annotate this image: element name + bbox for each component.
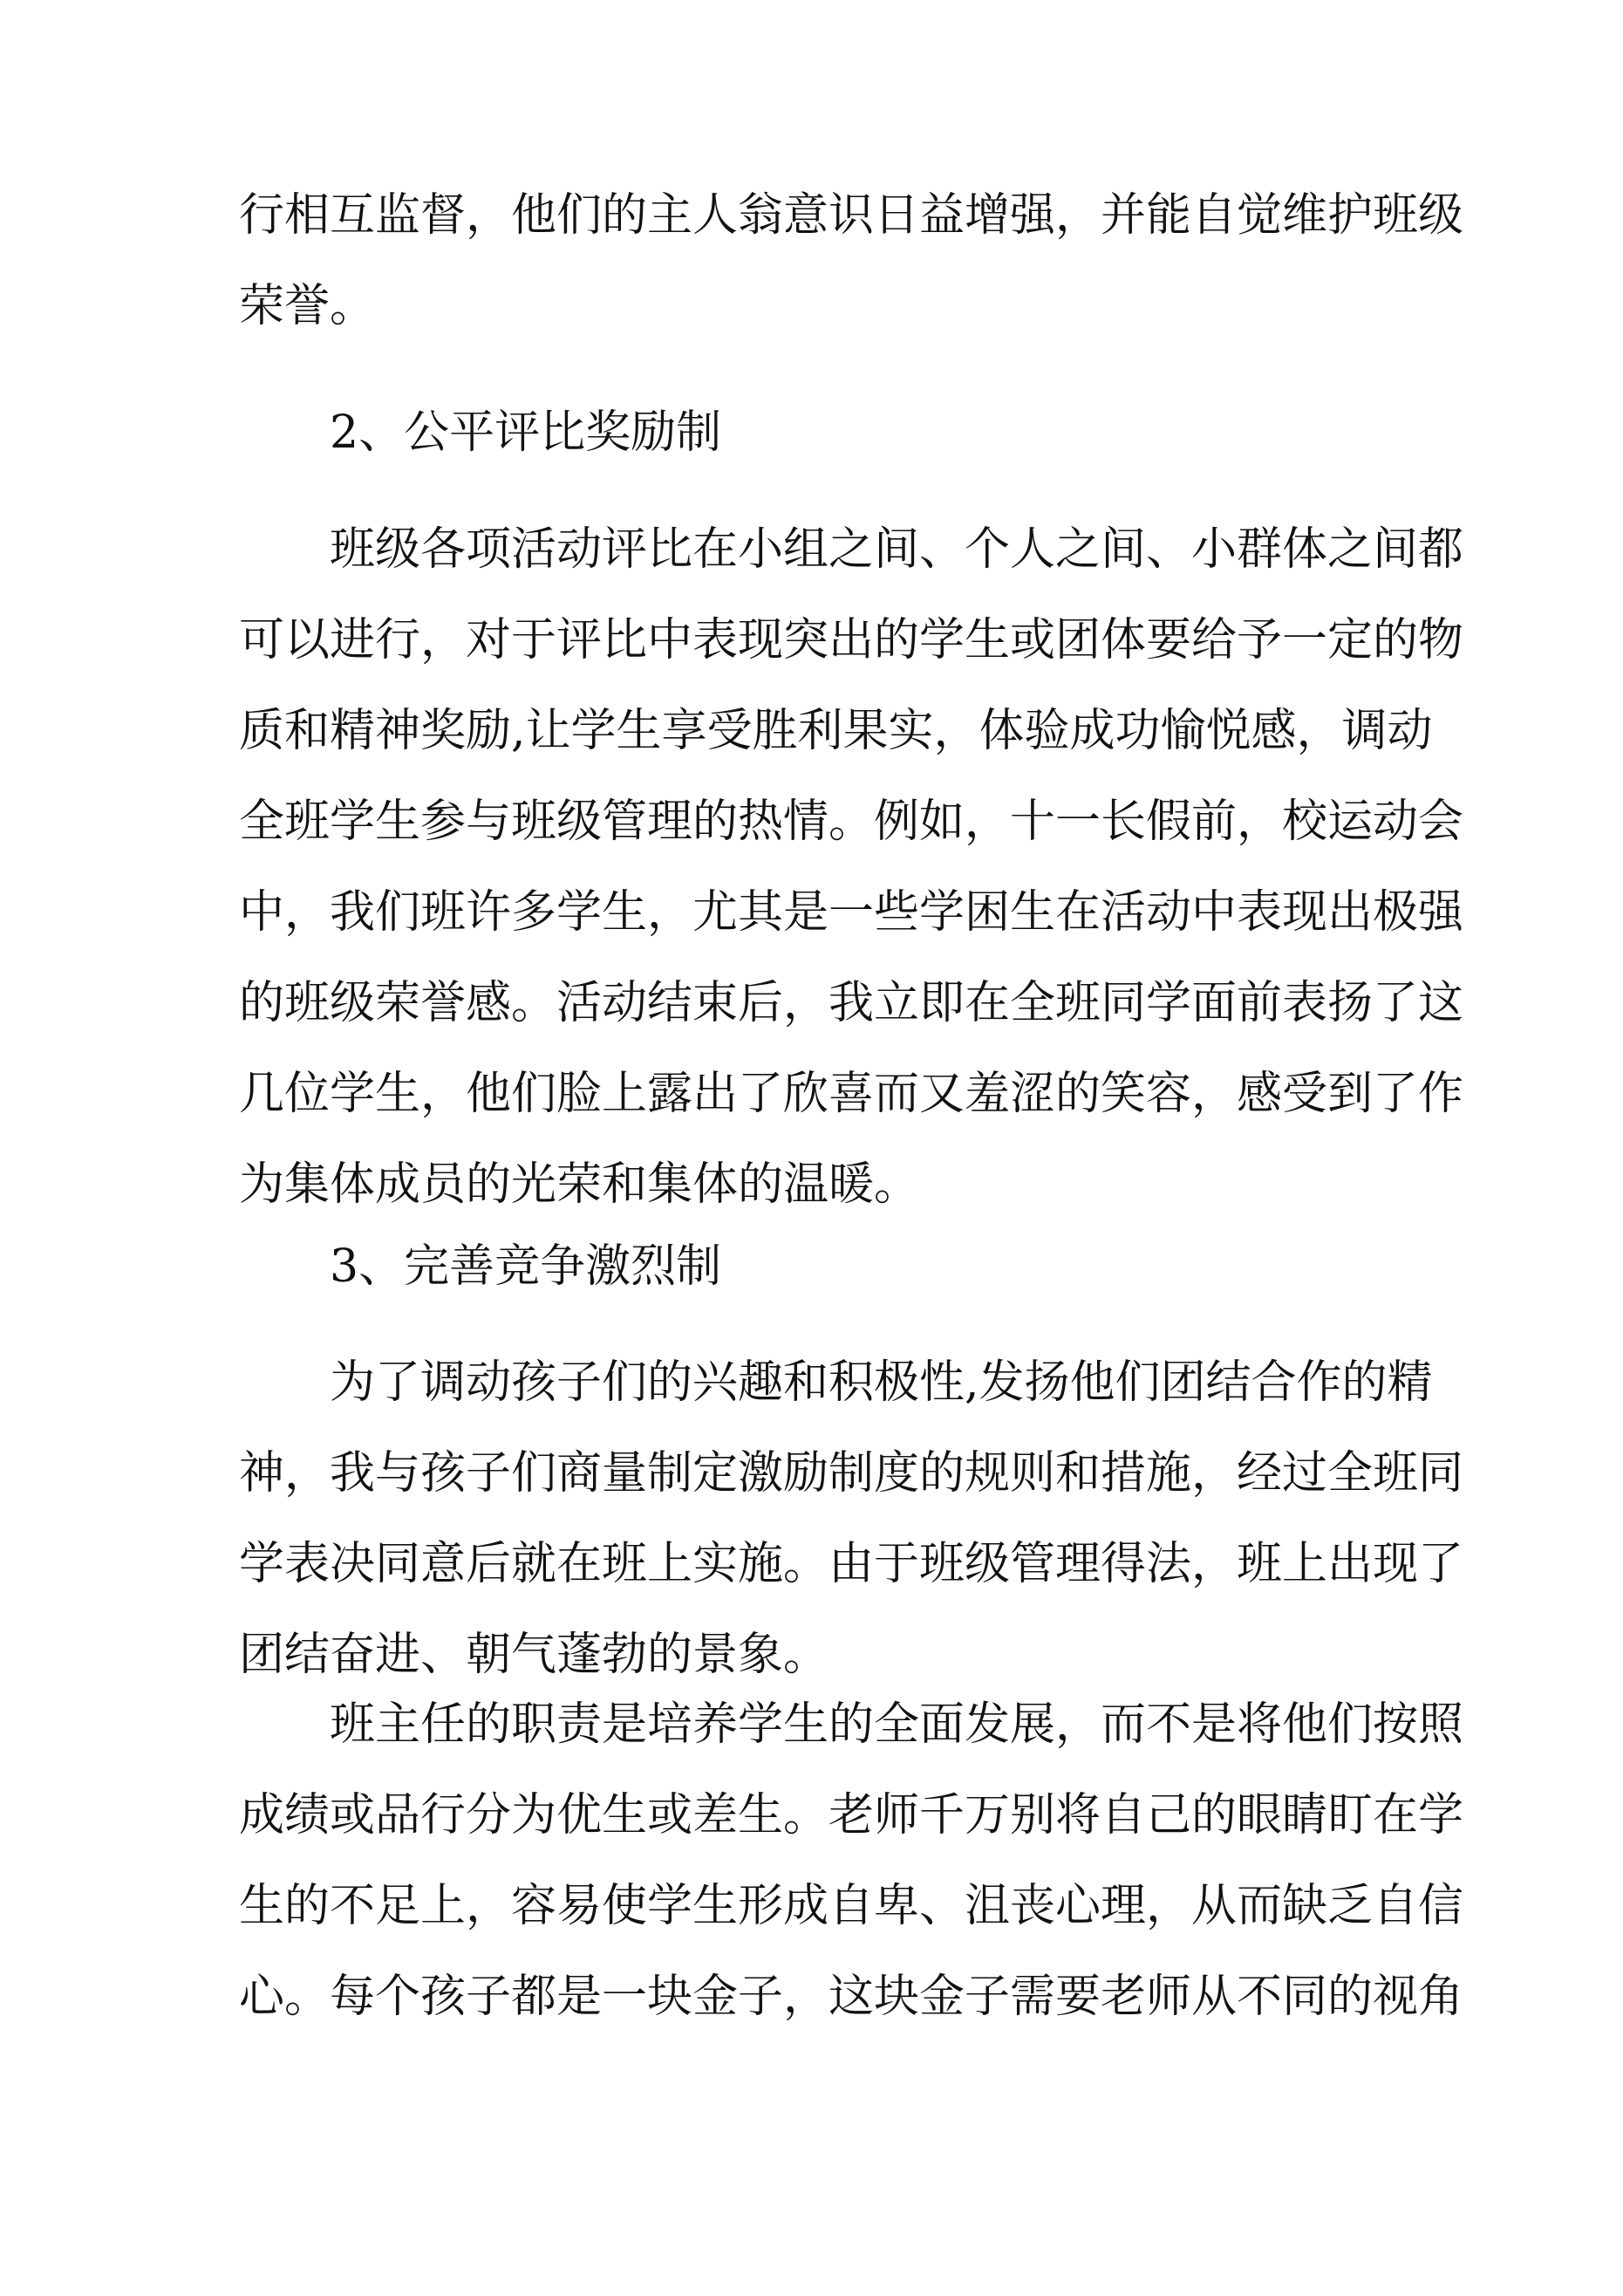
paragraph-fair-evaluation xyxy=(239,504,1464,1230)
text-line: 班级各项活动评比在小组之间、个人之间、小群体之间都 xyxy=(330,523,1464,576)
text-line: 可以进行，对于评比中表现突出的学生或团体要给予一定的物 xyxy=(239,614,1464,666)
heading-text: 2、公平评比奖励制 xyxy=(330,407,722,459)
text-line: 成绩或品行分为优生或差生。老师千万别将自己的眼睛盯在学 xyxy=(239,1789,1464,1842)
text-line: 班主任的职责是培养学生的全面发展，而不是将他们按照 xyxy=(330,1698,1464,1751)
text-line: 中，我们班许多学生，尤其是一些学困生在活动中表现出极强 xyxy=(239,886,1464,939)
heading-text: 3、完善竞争激烈制 xyxy=(330,1240,722,1293)
text-line: 为集体成员的光荣和集体的温暖。 xyxy=(239,1158,920,1211)
section-heading-3 xyxy=(239,1221,1385,1312)
text-line: 生的不足上，容易使学生形成自卑、沮丧心理，从而缺乏自信 xyxy=(239,1880,1464,1932)
text-line: 为了调动孩子们的兴趣和积极性,发扬他们团结合作的精 xyxy=(330,1356,1433,1409)
text-line: 的班级荣誉感。活动结束后，我立即在全班同学面前表扬了这 xyxy=(239,977,1464,1029)
text-line: 行相互监督，他们的主人翁意识日益增强，并能自觉维护班级 xyxy=(239,189,1464,242)
text-line: 神，我与孩子们商量制定激励制度的规则和措施，经过全班同 xyxy=(239,1447,1464,1500)
text-line: 心。每个孩子都是一块金子，这块金子需要老师从不同的视角 xyxy=(239,1971,1464,2023)
text-line: 质和精神奖励,让学生享受胜利果实，体验成功愉悦感，调动 xyxy=(239,705,1433,757)
text-line: 几位学生，他们脸上露出了欣喜而又羞涩的笑容，感受到了作 xyxy=(239,1068,1464,1120)
text-line: 学表决同意后就在班上实施。由于班级管理得法，班上出现了 xyxy=(239,1538,1464,1590)
text-line: 全班学生参与班级管理的热情。例如，十一长假前，校运动会 xyxy=(239,796,1464,848)
paragraph-continuation xyxy=(239,170,1464,352)
text-line: 团结奋进、朝气蓬勃的景象。 xyxy=(239,1629,829,1681)
paragraph-competition xyxy=(239,1337,1464,1700)
paragraph-teacher-duty xyxy=(239,1679,1464,2042)
section-heading-2 xyxy=(239,387,1385,478)
text-line: 荣誉。 xyxy=(239,280,376,332)
